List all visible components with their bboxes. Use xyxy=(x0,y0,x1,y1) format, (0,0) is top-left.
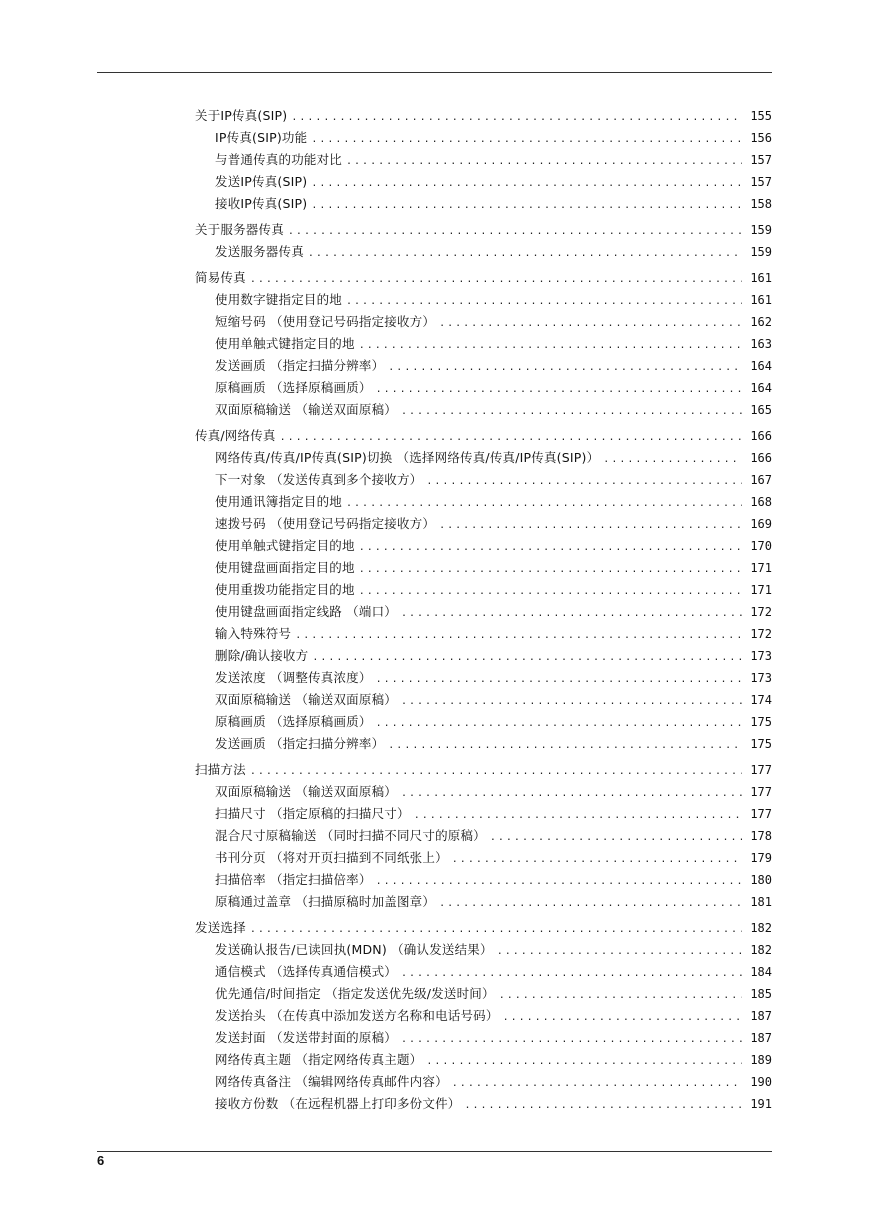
toc-section xyxy=(195,219,772,263)
toc-entry-page: 191 xyxy=(750,1097,772,1111)
toc-entry-page: 168 xyxy=(750,495,772,509)
dot-leader xyxy=(295,625,742,647)
toc-entry-page: 158 xyxy=(750,197,772,211)
dot-leader xyxy=(346,151,742,173)
toc-subentry[interactable] xyxy=(195,891,772,913)
toc-entry-title: 速拨号码 （使用登记号码指定接收方） xyxy=(215,516,436,531)
dot-leader xyxy=(280,427,742,449)
toc-entry-title: 网络传真备注 （编辑网络传真邮件内容） xyxy=(215,1074,448,1089)
toc-entry-title: 发送IP传真(SIP) xyxy=(215,174,308,189)
dot-leader xyxy=(426,1051,742,1073)
toc-entry-page: 182 xyxy=(750,921,772,935)
toc-entry-page: 180 xyxy=(750,873,772,887)
toc-entry-page: 182 xyxy=(750,943,772,957)
toc-subentry[interactable] xyxy=(195,241,772,263)
toc-subentry[interactable] xyxy=(195,193,772,215)
toc-entry-title: 原稿画质 （选择原稿画质） xyxy=(215,380,372,395)
dot-leader xyxy=(401,963,742,985)
dot-leader xyxy=(311,129,742,151)
toc-entry-page: 190 xyxy=(750,1075,772,1089)
dot-leader xyxy=(311,195,742,217)
toc-entry-page: 173 xyxy=(750,671,772,685)
toc-entry-title: 接收方份数 （在远程机器上打印多份文件） xyxy=(215,1096,461,1111)
toc-entry-title: 删除/确认接收方 xyxy=(215,648,309,663)
toc-subentry[interactable] xyxy=(195,711,772,733)
toc-entry-title: 双面原稿输送 （输送双面原稿） xyxy=(215,784,397,799)
toc-entry-page: 166 xyxy=(750,429,772,443)
toc-entry-title: 发送抬头 （在传真中添加发送方名称和电话号码） xyxy=(215,1008,499,1023)
toc-section xyxy=(195,759,772,913)
toc-section xyxy=(195,267,772,421)
toc-entry-title: 网络传真/传真/IP传真(SIP)切换 （选择网络传真/传真/IP传真(SIP)） xyxy=(215,450,600,465)
toc-entry-title: 优先通信/时间指定 （指定发送优先级/发送时间） xyxy=(215,986,495,1001)
toc-entry-page: 177 xyxy=(750,785,772,799)
toc-entry-page: 187 xyxy=(750,1009,772,1023)
toc-entry-page: 187 xyxy=(750,1031,772,1045)
dot-leader xyxy=(603,449,742,471)
dot-leader xyxy=(308,243,742,265)
toc-subentry[interactable] xyxy=(195,781,772,803)
dot-leader xyxy=(401,783,742,805)
toc-entry-page: 174 xyxy=(750,693,772,707)
toc-subentry[interactable] xyxy=(195,1049,772,1071)
toc-subentry[interactable] xyxy=(195,961,772,983)
toc-entry-page: 156 xyxy=(750,131,772,145)
toc-entry-title: 扫描倍率 （指定扫描倍率） xyxy=(215,872,372,887)
dot-leader xyxy=(359,559,742,581)
toc-section-heading[interactable] xyxy=(195,267,772,289)
toc-entry-title: 双面原稿输送 （输送双面原稿） xyxy=(215,402,397,417)
toc-entry-title: 关于IP传真(SIP) xyxy=(195,108,288,123)
dot-leader xyxy=(426,471,742,493)
toc-entry-title: 扫描方法 xyxy=(195,762,246,777)
toc-entry-page: 161 xyxy=(750,293,772,307)
toc-entry-title: 与普通传真的功能对比 xyxy=(215,152,343,167)
dot-leader xyxy=(497,941,742,963)
toc-entry-title: 关于服务器传真 xyxy=(195,222,284,237)
dot-leader xyxy=(414,805,742,827)
toc-subentry[interactable] xyxy=(195,355,772,377)
toc-entry-page: 169 xyxy=(750,517,772,531)
toc-subentry[interactable] xyxy=(195,733,772,755)
toc-entry-title: 使用单触式键指定目的地 xyxy=(215,336,355,351)
toc-entry-page: 172 xyxy=(750,605,772,619)
toc-subentry[interactable] xyxy=(195,149,772,171)
toc-entry-page: 165 xyxy=(750,403,772,417)
toc-entry-title: 使用单触式键指定目的地 xyxy=(215,538,355,553)
header-rule xyxy=(97,72,772,73)
toc-subentry[interactable] xyxy=(195,983,772,1005)
table-of-contents xyxy=(195,105,772,1119)
dot-leader xyxy=(291,107,742,129)
toc-entry-title: 扫描尺寸 （指定原稿的扫描尺寸） xyxy=(215,806,410,821)
toc-subentry[interactable] xyxy=(195,1027,772,1049)
toc-subentry[interactable] xyxy=(195,311,772,333)
dot-leader xyxy=(401,1029,742,1051)
toc-entry-page: 172 xyxy=(750,627,772,641)
toc-subentry[interactable] xyxy=(195,939,772,961)
toc-entry-title: 简易传真 xyxy=(195,270,246,285)
toc-subentry[interactable] xyxy=(195,377,772,399)
toc-entry-page: 175 xyxy=(750,715,772,729)
toc-entry-title: 接收IP传真(SIP) xyxy=(215,196,308,211)
toc-entry-page: 170 xyxy=(750,539,772,553)
toc-entry-page: 159 xyxy=(750,245,772,259)
toc-entry-title: 发送封面 （发送带封面的原稿） xyxy=(215,1030,397,1045)
toc-entry-page: 164 xyxy=(750,381,772,395)
toc-entry-title: 短缩号码 （使用登记号码指定接收方） xyxy=(215,314,436,329)
toc-entry-title: 混合尺寸原稿输送 （同时扫描不同尺寸的原稿） xyxy=(215,828,486,843)
toc-entry-title: IP传真(SIP)功能 xyxy=(215,130,308,145)
toc-entry-title: 使用键盘画面指定目的地 xyxy=(215,560,355,575)
dot-leader xyxy=(388,735,742,757)
dot-leader xyxy=(401,691,742,713)
toc-entry-page: 159 xyxy=(750,223,772,237)
dot-leader xyxy=(346,493,742,515)
toc-entry-title: 使用数字键指定目的地 xyxy=(215,292,343,307)
toc-entry-page: 157 xyxy=(750,153,772,167)
toc-subentry[interactable] xyxy=(195,127,772,149)
toc-section-heading[interactable] xyxy=(195,105,772,127)
toc-entry-page: 181 xyxy=(750,895,772,909)
toc-entry-title: 传真/网络传真 xyxy=(195,428,276,443)
toc-subentry[interactable] xyxy=(195,645,772,667)
toc-entry-title: 书刊分页 （将对开页扫描到不同纸张上） xyxy=(215,850,448,865)
dot-leader xyxy=(311,173,742,195)
toc-entry-page: 189 xyxy=(750,1053,772,1067)
dot-leader xyxy=(346,291,742,313)
dot-leader xyxy=(464,1095,742,1117)
toc-entry-title: 网络传真主题 （指定网络传真主题） xyxy=(215,1052,423,1067)
dot-leader xyxy=(376,871,742,893)
toc-entry-title: 使用通讯簿指定目的地 xyxy=(215,494,343,509)
toc-subentry[interactable] xyxy=(195,447,772,469)
dot-leader xyxy=(288,221,742,243)
toc-subentry[interactable] xyxy=(195,557,772,579)
toc-entry-title: 发送服务器传真 xyxy=(215,244,304,259)
toc-subentry[interactable] xyxy=(195,289,772,311)
toc-subentry[interactable] xyxy=(195,689,772,711)
toc-entry-page: 164 xyxy=(750,359,772,373)
toc-entry-page: 184 xyxy=(750,965,772,979)
dot-leader xyxy=(439,313,742,335)
toc-subentry[interactable] xyxy=(195,333,772,355)
toc-section-heading[interactable] xyxy=(195,917,772,939)
toc-entry-page: 171 xyxy=(750,583,772,597)
toc-subentry[interactable] xyxy=(195,469,772,491)
dot-leader xyxy=(401,401,742,423)
toc-entry-page: 157 xyxy=(750,175,772,189)
toc-entry-title: 使用键盘画面指定线路 （端口） xyxy=(215,604,397,619)
dot-leader xyxy=(452,1073,742,1095)
dot-leader xyxy=(250,761,742,783)
dot-leader xyxy=(359,335,742,357)
dot-leader xyxy=(376,669,742,691)
toc-subentry[interactable] xyxy=(195,171,772,193)
toc-section xyxy=(195,105,772,215)
toc-entry-title: 发送确认报告/已读回执(MDN) （确认发送结果） xyxy=(215,942,493,957)
toc-entry-title: 双面原稿输送 （输送双面原稿） xyxy=(215,692,397,707)
toc-section-heading[interactable] xyxy=(195,759,772,781)
toc-entry-title: 下一对象 （发送传真到多个接收方） xyxy=(215,472,423,487)
dot-leader xyxy=(499,985,742,1007)
toc-entry-title: 通信模式 （选择传真通信模式） xyxy=(215,964,397,979)
toc-subentry[interactable] xyxy=(195,869,772,891)
toc-subentry[interactable] xyxy=(195,399,772,421)
toc-subentry[interactable] xyxy=(195,579,772,601)
dot-leader xyxy=(359,537,742,559)
toc-section-heading[interactable] xyxy=(195,219,772,241)
toc-subentry[interactable] xyxy=(195,1071,772,1093)
toc-entry-page: 171 xyxy=(750,561,772,575)
toc-subentry[interactable] xyxy=(195,513,772,535)
toc-entry-page: 179 xyxy=(750,851,772,865)
toc-subentry[interactable] xyxy=(195,601,772,623)
toc-entry-title: 发送浓度 （调整传真浓度） xyxy=(215,670,372,685)
dot-leader xyxy=(439,893,742,915)
toc-entry-page: 173 xyxy=(750,649,772,663)
dot-leader xyxy=(490,827,742,849)
dot-leader xyxy=(401,603,742,625)
toc-subentry[interactable] xyxy=(195,623,772,645)
toc-entry-page: 185 xyxy=(750,987,772,1001)
dot-leader xyxy=(452,849,742,871)
dot-leader xyxy=(376,379,742,401)
toc-entry-page: 177 xyxy=(750,763,772,777)
toc-entry-title: 发送画质 （指定扫描分辨率） xyxy=(215,358,385,373)
footer-rule xyxy=(97,1151,772,1152)
page-number: 6 xyxy=(97,1153,105,1168)
dot-leader xyxy=(250,269,742,291)
toc-entry-title: 输入特殊符号 xyxy=(215,626,292,641)
toc-section xyxy=(195,917,772,1115)
toc-subentry[interactable] xyxy=(195,667,772,689)
toc-entry-page: 163 xyxy=(750,337,772,351)
toc-entry-page: 167 xyxy=(750,473,772,487)
toc-entry-title: 使用重拨功能指定目的地 xyxy=(215,582,355,597)
toc-section xyxy=(195,425,772,755)
toc-subentry[interactable] xyxy=(195,1005,772,1027)
dot-leader xyxy=(388,357,742,379)
toc-entry-page: 162 xyxy=(750,315,772,329)
dot-leader xyxy=(439,515,742,537)
dot-leader xyxy=(376,713,742,735)
toc-entry-page: 175 xyxy=(750,737,772,751)
toc-subentry[interactable] xyxy=(195,803,772,825)
toc-subentry[interactable] xyxy=(195,825,772,847)
toc-subentry[interactable] xyxy=(195,535,772,557)
toc-entry-page: 161 xyxy=(750,271,772,285)
toc-entry-title: 发送画质 （指定扫描分辨率） xyxy=(215,736,385,751)
toc-entry-page: 166 xyxy=(750,451,772,465)
toc-entry-page: 178 xyxy=(750,829,772,843)
dot-leader xyxy=(503,1007,742,1029)
dot-leader xyxy=(312,647,742,669)
toc-entry-title: 原稿通过盖章 （扫描原稿时加盖图章） xyxy=(215,894,436,909)
toc-entry-title: 原稿画质 （选择原稿画质） xyxy=(215,714,372,729)
dot-leader xyxy=(359,581,742,603)
toc-subentry[interactable] xyxy=(195,1093,772,1115)
toc-entry-title: 发送选择 xyxy=(195,920,246,935)
toc-subentry[interactable] xyxy=(195,847,772,869)
toc-entry-page: 155 xyxy=(750,109,772,123)
toc-section-heading[interactable] xyxy=(195,425,772,447)
dot-leader xyxy=(250,919,742,941)
toc-subentry[interactable] xyxy=(195,491,772,513)
toc-entry-page: 177 xyxy=(750,807,772,821)
